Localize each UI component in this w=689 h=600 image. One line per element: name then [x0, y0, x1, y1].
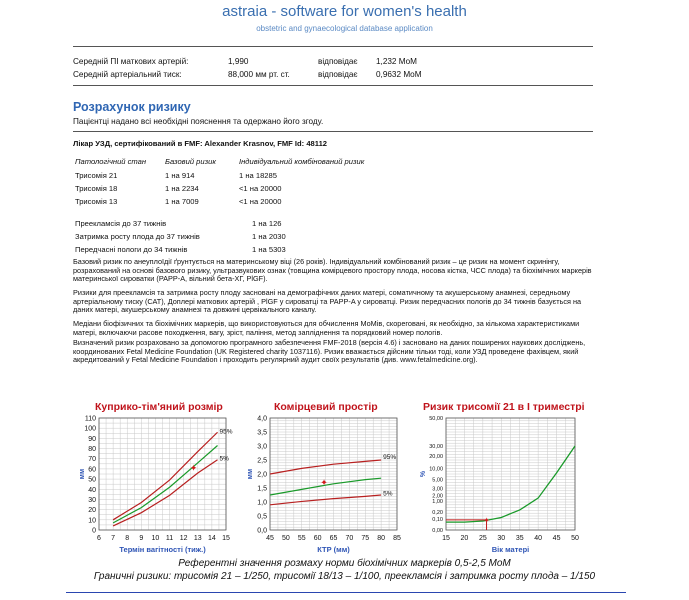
y-tick-label: 60	[88, 466, 96, 474]
charts-area	[0, 410, 689, 560]
consent-text: Пацієнтці надано всі необхідні пояснення та одержано його згоду.	[73, 117, 324, 126]
table-cell: <1 на 20000	[239, 197, 282, 206]
patient-marker: ✦	[483, 515, 490, 525]
measurement-value: 1,990	[228, 57, 249, 66]
y-tick-label: 0,20	[432, 510, 443, 517]
y-tick-label: 70	[88, 456, 96, 464]
y-tick-label: 1,00	[432, 498, 443, 505]
series-line	[113, 460, 217, 526]
doctor-line: Лікар УЗД, сертифікований в FMF: Alexander Krasnov, FMF Id: 48112	[73, 139, 328, 148]
risk-divider	[73, 131, 593, 132]
footer-thresholds: Граничні ризики: трисомія 21 – 1/250, трисомії 18/13 – 1/100, преекламсія і затримка росту плода – 1/150	[93, 571, 596, 582]
x-tick-label: 65	[329, 535, 338, 542]
x-tick-label: 30	[497, 535, 506, 542]
percentile-label: 5%	[219, 455, 229, 463]
y-tick-label: 10,00	[429, 466, 443, 473]
x-tick-label: 40	[534, 535, 543, 542]
table-header: Індивідуальний комбінований ризик	[239, 157, 365, 166]
y-tick-label: 3,00	[432, 486, 443, 493]
chart-title-crl: Куприко-тім'яний розмір	[95, 401, 223, 413]
x-tick-label: 70	[345, 535, 354, 542]
y-tick-label: 50,00	[429, 416, 443, 422]
y-tick-label: 30,00	[429, 444, 443, 450]
header-divider	[73, 46, 593, 47]
patient-marker: ✦	[320, 477, 328, 488]
measurement-mom: 1,232 MoM	[376, 57, 417, 66]
x-tick-label: 45	[552, 535, 561, 542]
y-axis-label: %	[420, 470, 427, 478]
y-tick-label: 20	[88, 507, 96, 515]
y-tick-label: 100	[84, 425, 96, 433]
other-risk-label: Передчасні пологи до 34 тижнів	[75, 245, 188, 254]
table-header: Патологічний стан	[75, 157, 147, 166]
footer-reference: Референтні значення розмаху норми біохімічних маркерів 0,5-2,5 MoM	[178, 558, 511, 569]
brand-title: astraia - software for women's health	[222, 3, 467, 20]
y-tick-label: 0,0	[257, 527, 267, 535]
table-cell: <1 на 20000	[239, 184, 282, 193]
percentile-label: 95%	[383, 454, 397, 462]
measurement-value: 88,000 мм рт. ст.	[228, 70, 290, 79]
x-tick-label: 13	[193, 535, 202, 542]
y-tick-label: 110	[84, 415, 96, 423]
percentile-label: 95%	[219, 428, 233, 436]
y-tick-label: 90	[88, 435, 96, 443]
measurement-relation: відповідає	[318, 70, 358, 79]
y-tick-label: 2,00	[432, 493, 443, 500]
y-tick-label: 4,0	[257, 415, 267, 423]
y-tick-label: 20,00	[429, 454, 443, 461]
explanation-paragraph: Ризики для преекламсія та затримка росту плоду засновані на демографічних даних матері, соматичному та акушерському анамнезі, середньому артеріальному тиску (САТ), Доплері маткових артерій , PlGF у сироватці та PAPP-A у сироватці. Ризик передчасних пологів до 34 тижнів базується на даних матері, акушерському анамнезі та довжині цервікального каналу.	[73, 288, 582, 315]
x-tick-label: 8	[125, 535, 130, 542]
brand-subtitle: obstetric and gynaecological database application	[256, 24, 433, 33]
y-tick-label: 0,5	[257, 513, 267, 521]
measurement-label: Середній артеріальний тиск:	[73, 70, 182, 79]
x-tick-label: 85	[393, 535, 401, 542]
x-tick-label: 14	[207, 535, 216, 542]
y-tick-label: 3,5	[257, 429, 267, 437]
y-tick-label: 1,0	[257, 499, 267, 507]
x-tick-label: 7	[111, 535, 116, 542]
x-tick-label: 60	[313, 535, 322, 542]
other-risk-value: 1 на 2030	[252, 232, 286, 241]
x-tick-label: 11	[165, 535, 174, 542]
x-tick-label: 50	[281, 535, 290, 542]
y-tick-label: 0	[92, 527, 96, 535]
chart-title-t21: Ризик трисомії 21 в І триместрі	[423, 401, 585, 413]
measurement-label: Середній ПІ маткових артерій:	[73, 57, 189, 66]
explanation-paragraph: Медіани біофізичних та біохімічних маркерів, що використовуються для обчислення MoMів, скореговані, як необхідно, за кількома характеристиками матері, включаючи расове походження, вагу, зріст, паління, метод запліднення та порядковий номер пологів.	[73, 319, 580, 337]
other-risk-value: 1 на 5303	[252, 245, 286, 254]
y-tick-label: 50	[88, 476, 96, 484]
table-cell: 1 на 7009	[165, 197, 199, 206]
risk-heading: Розрахунок ризику	[73, 100, 191, 114]
measurements-divider	[73, 85, 593, 86]
y-tick-label: 0,00	[432, 528, 443, 534]
bottom-divider	[66, 592, 626, 593]
other-risk-value: 1 на 126	[252, 219, 282, 228]
x-tick-label: 55	[297, 535, 306, 542]
y-tick-label: 5,00	[432, 477, 443, 484]
explanation-paragraph: Базовий ризик по анеуплоїдії ґрунтується на материнському віці (26 років). Індивідуальний комбінований ризик – це ризик на момент скринінгу, розрахований на основі базового ризику, ультразвукових ознак (товщина комірцевого простору плода, носова кістка, ЧСС плода) та біохімічних маркерів материнської сироватки (PAPP-A, вільний бета-ХГ, PlGF).	[73, 257, 592, 284]
x-tick-label: 25	[478, 535, 487, 542]
measurement-mom: 0,9632 MoM	[376, 70, 422, 79]
y-tick-label: 3,0	[257, 443, 267, 451]
x-axis-label: Вік матері	[491, 545, 530, 554]
x-axis-label: Термін вагітності (тиж.)	[119, 545, 206, 554]
table-header: Базовий ризик	[165, 157, 216, 166]
y-tick-label: 2,0	[257, 471, 267, 479]
x-tick-label: 10	[151, 535, 160, 542]
x-axis-label: КТР (мм)	[317, 545, 350, 554]
y-tick-label: 40	[88, 486, 96, 494]
y-tick-label: 0,10	[432, 516, 443, 523]
y-axis-label: мм	[247, 468, 254, 480]
x-tick-label: 50	[571, 535, 579, 542]
y-tick-label: 1,5	[257, 485, 267, 493]
other-risk-label: Затримка росту плода до 37 тижнів	[75, 232, 200, 241]
x-tick-label: 45	[266, 535, 274, 542]
patient-marker: ✦	[189, 462, 198, 473]
chart-title-nt: Комірцевий простір	[274, 401, 378, 413]
x-tick-label: 80	[377, 535, 386, 542]
measurement-relation: відповідає	[318, 57, 358, 66]
x-tick-label: 6	[97, 535, 101, 542]
table-cell: 1 на 914	[165, 171, 195, 180]
y-tick-label: 10	[88, 517, 96, 525]
x-tick-label: 15	[442, 535, 450, 542]
y-tick-label: 2,5	[257, 457, 267, 465]
x-tick-label: 12	[179, 535, 188, 542]
x-tick-label: 75	[361, 535, 370, 542]
table-cell: Трисомія 18	[75, 184, 118, 193]
y-axis-label: мм	[79, 468, 86, 480]
percentile-label: 5%	[383, 490, 393, 498]
table-cell: 1 на 2234	[165, 184, 199, 193]
y-tick-label: 30	[88, 496, 96, 504]
table-cell: Трисомія 21	[75, 171, 118, 180]
x-tick-label: 35	[515, 535, 524, 542]
explanation-paragraph: Визначений ризик розраховано за допомогою програмного забезпечення FMF-2018 (версія 4.6) і засновано на даних поширених наукових досліджень, координованих Fetal Medicine Foundation (UK Registered charity 1037116). Ризик вважається дійсним тільки тоді, коли УЗД проведене фахівцем, який акредитований у Fetal Medicine Foundation і проходить регулярний аудит своїх результатів (див. www.fetalmedicine.org).	[73, 338, 586, 365]
y-tick-label: 80	[88, 446, 96, 454]
x-tick-label: 9	[139, 535, 144, 542]
other-risk-label: Преекламсія до 37 тижнів	[75, 219, 167, 228]
x-tick-label: 15	[222, 535, 230, 542]
series-line	[113, 432, 217, 520]
x-tick-label: 20	[460, 535, 469, 542]
table-cell: Трисомія 13	[75, 197, 118, 206]
table-cell: 1 на 18285	[239, 171, 277, 180]
